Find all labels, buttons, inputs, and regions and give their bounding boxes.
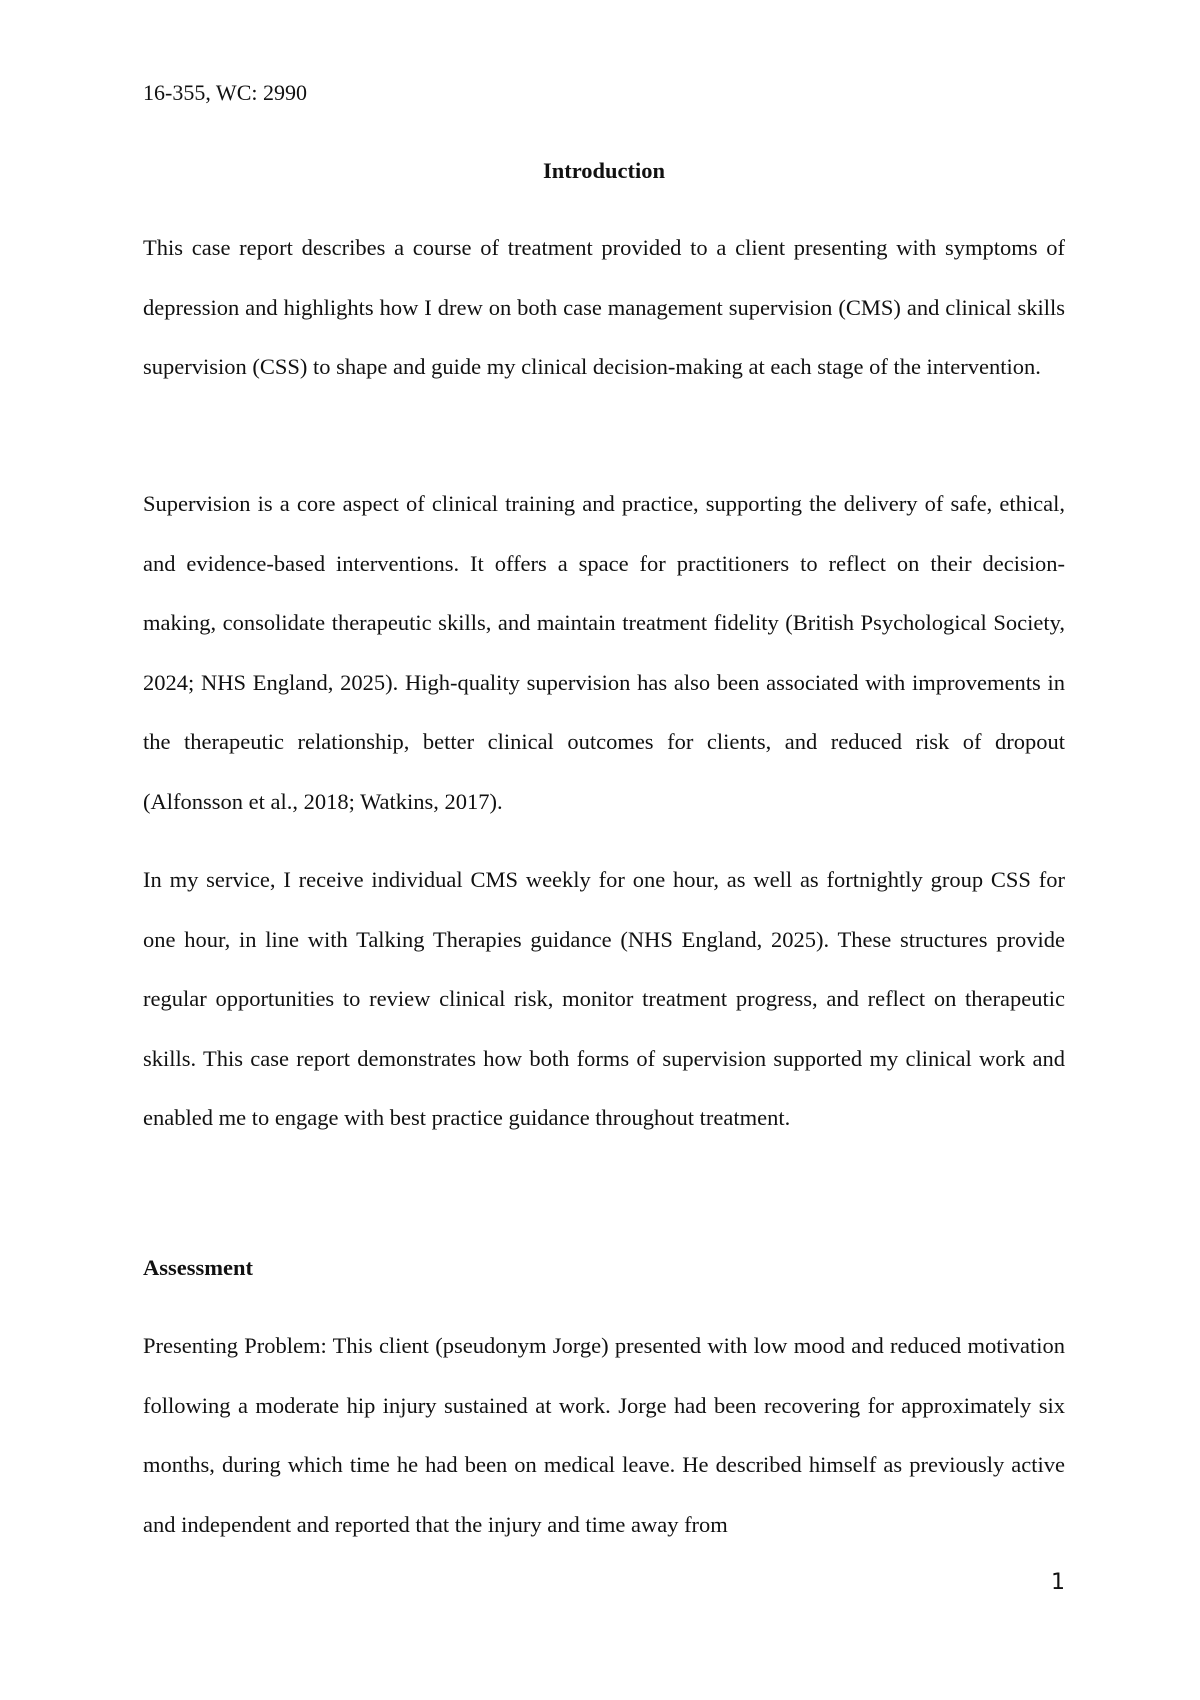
introduction-paragraph: This case report describes a course of treatment provided to a client presenting with symptoms of depression and highlights how I drew on both case management supervision (CMS) and clinical skills supervision (CSS) to shape and guide my clinical decision-making at each stage of the intervention. [143,235,1065,379]
assessment-paragraph: Presenting Problem: This client (pseudonym Jorge) presented with low mood and reduced motivation following a moderate hip injury sustained at work. Jorge had been recovering for approximately six months, during which time he had been on medical leave. He described himself as previously active and independent and reported that the injury and time away from [143,1333,1065,1537]
introduction-paragraph: In my service, I receive individual CMS weekly for one hour, as well as fortnightly group CSS for one hour, in line with Talking Therapies guidance (NHS England, 2025). These structures provide regular opportunities to review clinical risk, monitor treatment progress, and reflect on therapeutic skills. This case report demonstrates how both forms of supervision supported my clinical work and enabled me to engage with best practice guidance throughout treatment. [143,867,1065,1130]
page-number: 1 [1051,1570,1065,1595]
document-header: 16-355, WC: 2990 [143,80,307,105]
assessment-heading: Assessment [143,1255,253,1280]
introduction-heading: Introduction [542,158,666,183]
introduction-paragraph: Supervision is a core aspect of clinical training and practice, supporting the delivery of safe, ethical, and evidence-based interventions. It offers a space for practitioners to reflect on their decision-making, consolidate therapeutic skills, and maintain treatment fidelity (British Psychological Society, 2024; NHS England, 2025). High-quality supervision has also been associated with improvements in the therapeutic relationship, better clinical outcomes for clients, and reduced risk of dropout (Alfonsson et al., 2018; Watkins, 2017). [143,491,1065,814]
